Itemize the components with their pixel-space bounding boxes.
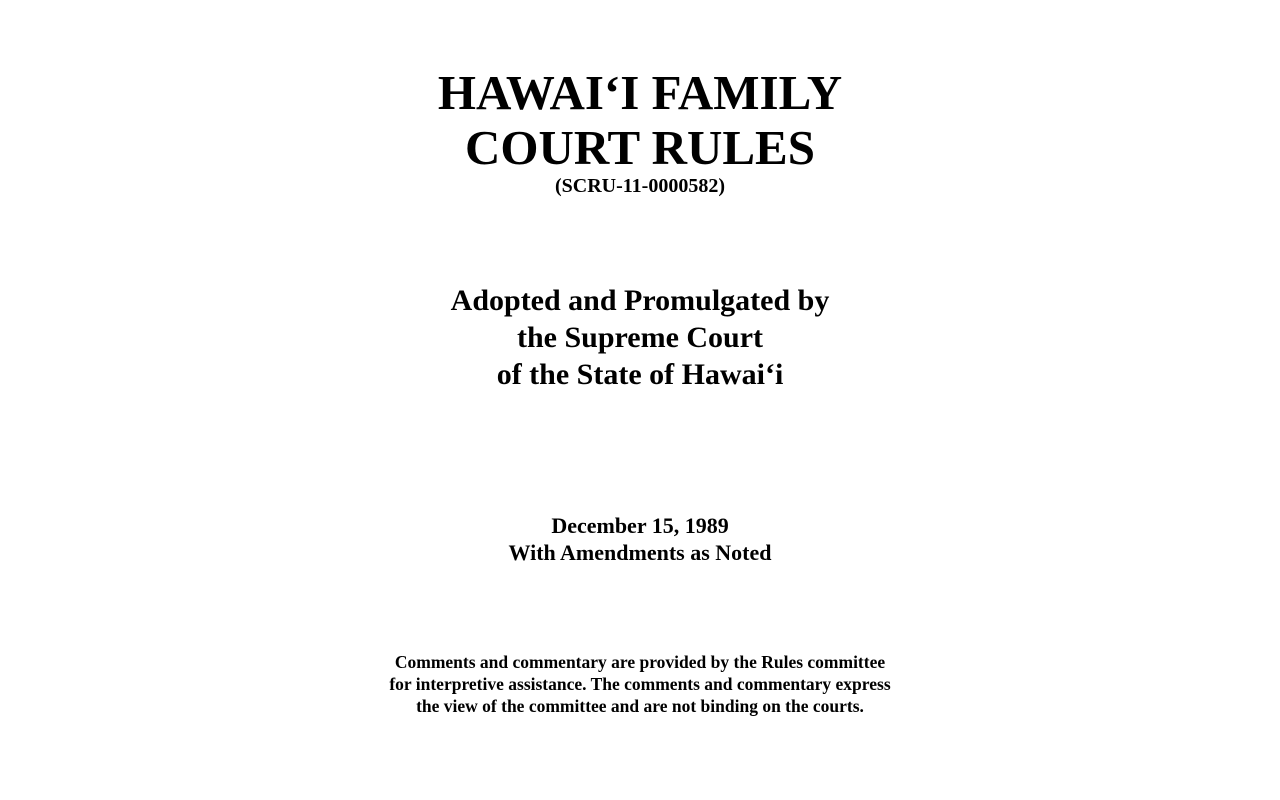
case-number: (SCRU-11-0000582) bbox=[555, 175, 725, 197]
amendments-note: With Amendments as Noted bbox=[508, 540, 772, 565]
document-title-line-2: COURT RULES bbox=[465, 120, 815, 175]
comments-line-2: for interpretive assistance. The comments and commentary express bbox=[389, 674, 891, 694]
adoption-date: December 15, 1989 bbox=[551, 513, 729, 538]
document-title-line-1: HAWAI‘I FAMILY bbox=[437, 65, 843, 120]
adoption-line-3: of the State of Hawai‘i bbox=[496, 358, 784, 391]
comments-line-1: Comments and commentary are provided by the Rules committee bbox=[394, 652, 886, 672]
adoption-line-1: Adopted and Promulgated by bbox=[450, 284, 830, 317]
comments-line-3: the view of the committee and are not binding on the courts. bbox=[416, 696, 864, 716]
adoption-line-2: the Supreme Court bbox=[516, 321, 764, 354]
